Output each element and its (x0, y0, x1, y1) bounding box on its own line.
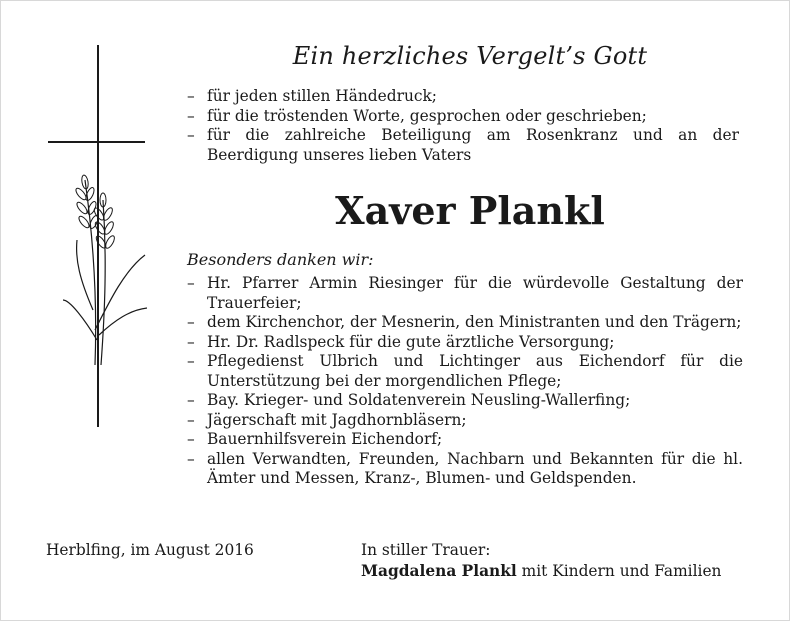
list-item: – Bay. Krieger- und Soldatenverein Neusling-Wallerfing; (187, 391, 631, 409)
special-thanks-list (187, 274, 743, 489)
list-item: – Hr. Dr. Radlspeck für die gute ärztliche Versorgung; (187, 332, 615, 351)
list-item: – für jeden stillen Händedruck; (187, 87, 437, 105)
mourners-label: In stiller Trauer: (361, 541, 491, 559)
mourners-rest: mit Kindern und Familien (516, 562, 722, 580)
thanks-intro-list (187, 87, 739, 165)
wheat-icon (55, 160, 155, 370)
list-item: – für die zahlreiche Beteiligung am Rosenkranz und an der Beerdigung unseres lieben Vaters (187, 126, 739, 164)
deceased-name: Xaver Plankl (335, 188, 605, 233)
list-item: – Pflegedienst Ulbrich und Lichtinger aus Eichendorf für die Unterstützung bei der morgendlichen Pflege; (187, 352, 743, 390)
mourners-block (361, 540, 721, 582)
mourners-line (361, 561, 721, 582)
list-item: – Hr. Pfarrer Armin Riesinger für die würdevolle Gestaltung der Trauerfeier; (187, 274, 743, 312)
special-thanks-heading: Besonders danken wir: (187, 250, 374, 269)
list-item: – allen Verwandten, Freunden, Nachbarn und Bekannten für die hl. Ämter und Messen, Kranz-, Blumen- und Geldspenden. (187, 449, 743, 487)
mourners-name: Magdalena Plankl (361, 562, 517, 580)
list-item: – Jägerschaft mit Jagdhornbläsern; (187, 410, 467, 429)
place-date: Herblfing, im August 2016 (46, 541, 254, 559)
list-item: – dem Kirchenchor, der Mesnerin, den Ministranten und den Trägern; (187, 313, 742, 331)
list-item: – Bauernhilfsverein Eichendorf; (187, 430, 443, 448)
list-item: – für die tröstenden Worte, gesprochen oder geschrieben; (187, 106, 647, 125)
heading: Ein herzliches Vergelt’s Gott (292, 42, 648, 70)
cross-bar (48, 141, 145, 143)
